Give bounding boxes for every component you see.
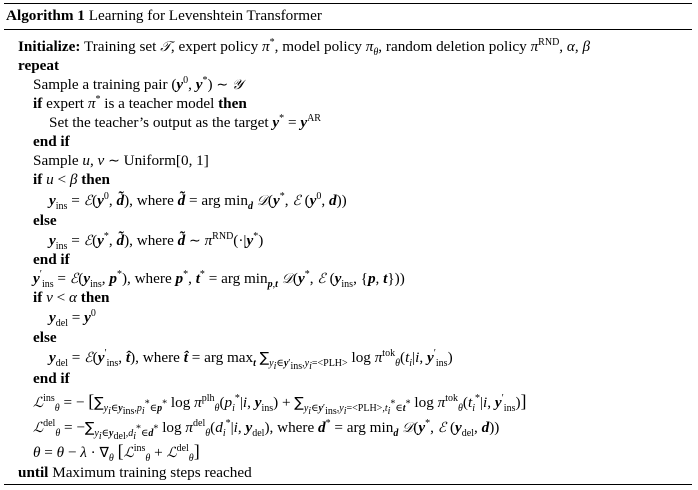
bottom-rule: [4, 484, 692, 485]
line-10: else: [33, 212, 57, 229]
line-3: Sample a training pair ($y^0$, y*) ∼ 𝒴: [33, 74, 243, 93]
caption-label: Algorithm 1: [6, 7, 85, 24]
line-2: repeat: [18, 57, 60, 74]
line-21: $\theta = \theta - \lambda \cdot \nabla_\theta$ [ℒ$^{ins}_\theta$ + ℒ$^{del}_\theta$]: [33, 441, 200, 465]
line-19: ℒ$^{ins}_\theta$ = − [$\sum_{y_i\in y_{ins},p_i^*\in p^*}$ $\log \pi^{plh}_\theta(p_i^*|i$, $y_{ins}) + \sum_{y_i\in y'_{ins},y_i=<PLH>,t_i^*\in t^*}$ $\log \pi^{tok}_\theta(t_i^*|i$, $y'_{ins}$)]: [33, 391, 527, 418]
line-9: $y_{ins}$ = $ℰ(y^0$, d̃), where d̃ = arg $\min_d$ 𝒟(y*, ℰ ($y^0$, d)): [49, 190, 347, 213]
line-16: else: [33, 329, 57, 346]
algorithm-caption: [6, 7, 322, 25]
line-15: $y_{del} = y^0$: [49, 307, 96, 330]
line-13: $y'_{ins}$ = $ℰ(y_{ins}$, p*), where p*, t* = arg $\min_{p,t}$ 𝒟(y*, ℰ ($y_{ins}$, {p, t})): [33, 268, 405, 291]
line-20: ℒ$^{del}_\theta$ = $-\sum_{y_i\in y_{del},d_i^*\in d^*}$ $\log \pi^{del}_\theta(d_i^*|i$, $y_{del}$), where d* = arg $\min_d$ 𝒟(y*, ℰ ($y_{del}$, d)): [33, 417, 500, 443]
line-22: until Maximum training steps reached: [18, 464, 252, 481]
line-17: $y_{del}$ = $ℰ(y'_{ins}$, t̂), where t̂ = arg $\max_t \sum_{y_i\in y'_{ins},y_i=<PLH>}$ $\log \pi^{tok}_\theta(t_i|i$, $y'_{ins}$): [49, 347, 453, 373]
line-11: $y_{ins}$ = ℰ(y*, d̃), where d̃ ∼ $\pi^{RND}(\cdot|y^*)$: [49, 230, 264, 253]
caption-title: Learning for Levenshtein Transformer: [88, 7, 322, 24]
line-6: end if: [33, 133, 70, 150]
algorithm-block: [4, 3, 692, 485]
line-18: end if: [33, 370, 70, 387]
top-rule: [4, 3, 692, 4]
line-5: Set the teacher’s output as the target $y^* = y^{AR}$: [49, 112, 321, 131]
caption-rule: [4, 29, 692, 30]
line-4: if expert π* is a teacher model then: [33, 93, 247, 112]
line-14: if v < α then: [33, 289, 110, 306]
line-7: Sample u, v ∼ Uniform[0, 1]: [33, 152, 209, 169]
line-12: end if: [33, 251, 70, 268]
line-8: if u < β then: [33, 171, 110, 188]
line-1: Initialize: Training set 𝒯, expert policy π*, model policy $\pi_\theta$, random deletion policy $\pi^{RND}$, α, β: [18, 36, 591, 59]
